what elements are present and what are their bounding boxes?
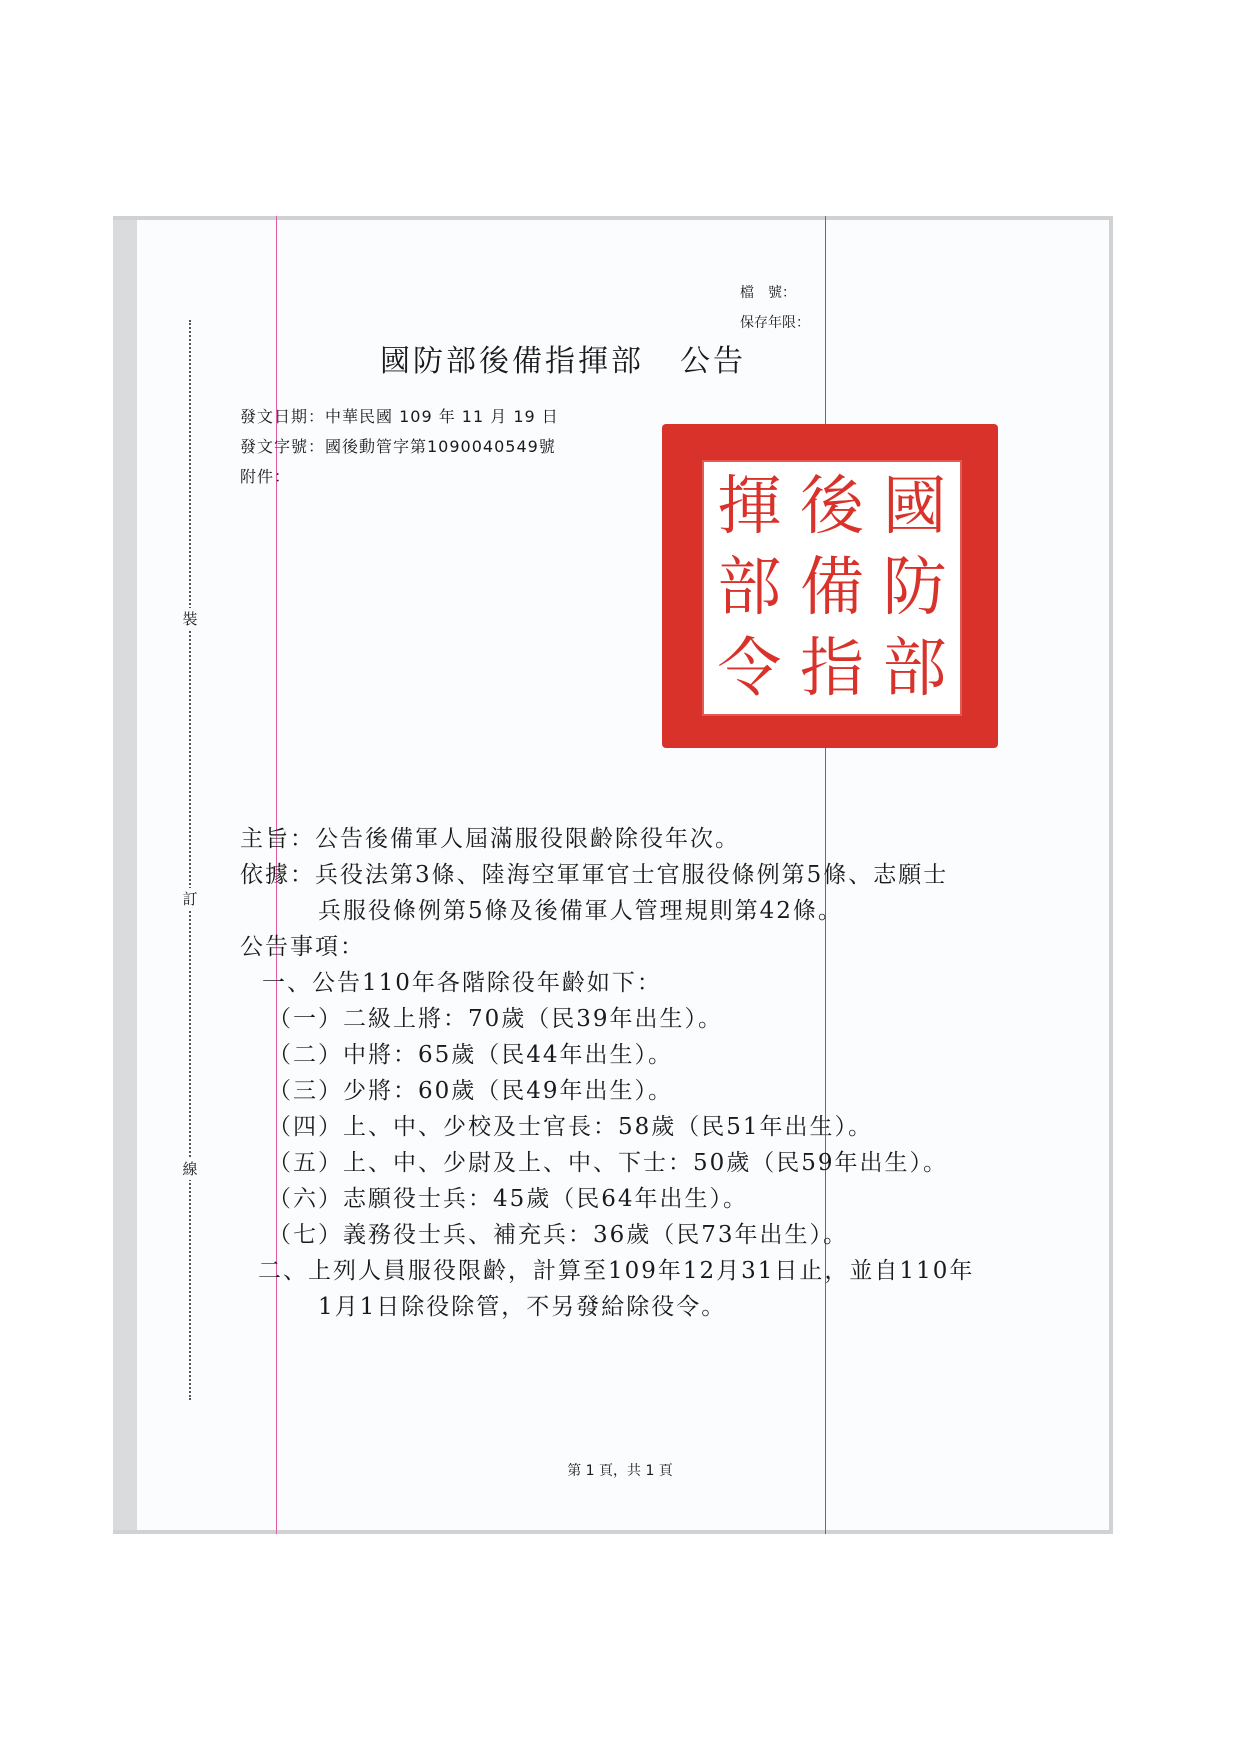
retention-period-label: 保存年限： bbox=[740, 315, 810, 331]
basis-line-2: 兵服役條例第5條及後備軍人管理規則第42條。 bbox=[318, 898, 843, 924]
seal-glyph-grid bbox=[708, 466, 956, 710]
sub-item-7: （七）義務役士兵、補充兵：36歲（民73年出生）。 bbox=[268, 1222, 849, 1248]
seal-glyph: 防 bbox=[882, 550, 947, 625]
sub-item-5: （五）上、中、少尉及上、中、下士：50歲（民59年出生）。 bbox=[268, 1150, 949, 1176]
announcement-items-title: 公告事項： bbox=[240, 934, 365, 960]
seal-glyph: 揮 bbox=[717, 469, 782, 544]
file-number-label: 檔 號： bbox=[740, 285, 796, 301]
document-title bbox=[380, 336, 746, 380]
seal-glyph: 備 bbox=[799, 550, 864, 625]
sub-item-4: （四）上、中、少校及士官長：58歲（民51年出生）。 bbox=[268, 1114, 874, 1140]
attachment-label: 附件： bbox=[240, 467, 292, 486]
scan-edge-top bbox=[113, 216, 1113, 220]
seal-glyph: 後 bbox=[799, 469, 864, 544]
seal-glyph: 指 bbox=[799, 632, 864, 707]
subject-line: 主旨：公告後備軍人屆滿服役限齡除役年次。 bbox=[240, 826, 740, 852]
binding-mark-top: 裝 bbox=[179, 608, 201, 630]
scan-edge-left bbox=[113, 216, 137, 1534]
item-2-line-1: 二、上列人員服役限齡，計算至109年12月31日止，並自110年 bbox=[258, 1258, 975, 1284]
binding-line bbox=[189, 320, 191, 1400]
issue-date: 發文日期：中華民國 109 年 11 月 19 日 bbox=[240, 407, 559, 426]
seal-glyph: 國 bbox=[882, 469, 947, 544]
sub-item-3: （三）少將：60歲（民49年出生）。 bbox=[268, 1078, 674, 1104]
scan-edge-bottom bbox=[113, 1530, 1113, 1534]
sub-item-6: （六）志願役士兵：45歲（民64年出生）。 bbox=[268, 1186, 749, 1212]
binding-mark-bottom: 線 bbox=[179, 1158, 201, 1180]
seal-glyph: 部 bbox=[717, 550, 782, 625]
item-2-line-2: 1月1日除役除管，不另發給除役令。 bbox=[318, 1294, 727, 1320]
binding-mark-middle: 訂 bbox=[179, 888, 201, 910]
scan-edge-right bbox=[1109, 216, 1113, 1534]
item-1: 一、公告110年各階除役年齡如下： bbox=[262, 970, 662, 996]
page-number: 第 1 頁，共 1 頁 bbox=[567, 1463, 673, 1479]
sub-item-1: （一）二級上將：70歲（民39年出生）。 bbox=[268, 1006, 724, 1032]
issuing-org: 國防部後備指揮部 bbox=[380, 344, 644, 379]
seal-glyph: 部 bbox=[882, 632, 947, 707]
basis-line-1: 依據：兵役法第3條、陸海空軍軍官士官服役條例第5條、志願士 bbox=[240, 862, 949, 888]
official-seal bbox=[662, 424, 998, 748]
sub-item-2: （二）中將：65歲（民44年出生）。 bbox=[268, 1042, 674, 1068]
seal-inner-field bbox=[702, 460, 962, 716]
document-number: 發文字號：國後動管字第1090040549號 bbox=[240, 437, 556, 456]
seal-glyph: 令 bbox=[717, 632, 782, 707]
document-type: 公告 bbox=[680, 344, 746, 379]
